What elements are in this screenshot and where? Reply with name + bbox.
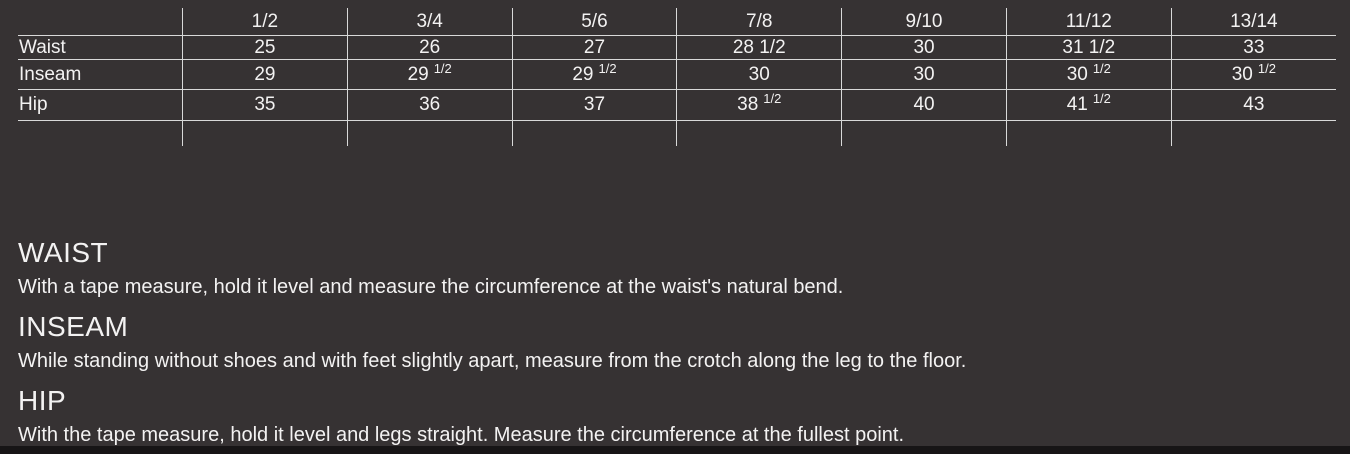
column-header-5-6: 5/6 bbox=[512, 8, 677, 36]
cell-value: 27 bbox=[583, 36, 606, 58]
cell-value: 26 bbox=[419, 36, 441, 58]
cell-value: 30 bbox=[913, 36, 935, 58]
empty-cell bbox=[183, 121, 348, 147]
empty-cell bbox=[512, 121, 677, 147]
cell-fraction: 1/2 bbox=[763, 91, 782, 106]
cell-value: 29 bbox=[572, 63, 594, 85]
corner-cell bbox=[18, 8, 183, 36]
instruction-text-hip: With the tape measure, hold it level and legs straight. Measure the circumference at the fullest point. bbox=[18, 424, 905, 446]
table-cell-waist-3-4 bbox=[347, 36, 512, 60]
column-header-7-8: 7/8 bbox=[677, 8, 842, 36]
table-cell-waist-5-6 bbox=[512, 36, 677, 60]
table-cell-waist-11-12 bbox=[1006, 36, 1171, 60]
row-label-waist: Waist bbox=[18, 36, 183, 60]
table-cell-hip-13-14 bbox=[1171, 90, 1336, 121]
empty-cell bbox=[18, 121, 183, 147]
table-cell-inseam-11-12 bbox=[1006, 60, 1171, 90]
cell-value: 30 bbox=[913, 63, 935, 85]
table-cell-waist-9-10 bbox=[842, 36, 1007, 60]
bottom-edge-strip bbox=[0, 446, 1350, 454]
table-cell-waist-1-2 bbox=[183, 36, 348, 60]
empty-cell bbox=[347, 121, 512, 147]
instruction-heading-inseam: INSEAM bbox=[18, 311, 129, 342]
cell-fraction: 1/2 bbox=[598, 60, 617, 76]
size-table bbox=[18, 8, 1336, 146]
table-cell-hip-9-10 bbox=[842, 90, 1007, 121]
empty-cell bbox=[1171, 121, 1336, 147]
measurement-instructions bbox=[18, 236, 1332, 454]
cell-value: 41 bbox=[1066, 94, 1088, 115]
cell-value: 33 bbox=[1243, 36, 1265, 58]
table-cell-hip-7-8 bbox=[677, 90, 842, 121]
table-cell-waist-7-8 bbox=[677, 36, 842, 60]
table-cell-inseam-7-8 bbox=[677, 60, 842, 90]
cell-value: 30 bbox=[748, 63, 770, 85]
table-header-row bbox=[18, 8, 1336, 36]
cell-value: 31 1/2 bbox=[1062, 36, 1116, 58]
table-cell-inseam-3-4 bbox=[347, 60, 512, 90]
table-cell-inseam-5-6 bbox=[512, 60, 677, 90]
cell-fraction: 1/2 bbox=[1092, 60, 1111, 76]
instruction-text-waist: With a tape measure, hold it level and measure the circumference at the waist's natural bend. bbox=[18, 276, 844, 298]
column-header-1-2: 1/2 bbox=[183, 8, 348, 36]
empty-cell bbox=[677, 121, 842, 147]
column-header-3-4: 3/4 bbox=[347, 8, 512, 36]
table-cell-hip-5-6 bbox=[512, 90, 677, 121]
table-cell-inseam-1-2 bbox=[183, 60, 348, 90]
table-row-hip bbox=[18, 90, 1336, 121]
table-empty-row bbox=[18, 121, 1336, 147]
table-row-waist bbox=[18, 36, 1336, 60]
cell-value: 43 bbox=[1243, 94, 1265, 115]
table-cell-inseam-13-14 bbox=[1171, 60, 1336, 90]
row-label-inseam: Inseam bbox=[18, 60, 183, 90]
instruction-heading-hip: HIP bbox=[18, 385, 67, 416]
cell-fraction: 1/2 bbox=[1257, 60, 1276, 76]
cell-value: 30 bbox=[1231, 63, 1253, 85]
cell-value: 29 bbox=[254, 63, 276, 85]
cell-value: 38 bbox=[737, 94, 759, 115]
column-header-9-10: 9/10 bbox=[842, 8, 1007, 36]
empty-cell bbox=[1006, 121, 1171, 147]
instruction-text-inseam: While standing without shoes and with feet slightly apart, measure from the crotch along the leg to the floor. bbox=[18, 350, 967, 372]
table-cell-hip-3-4 bbox=[347, 90, 512, 121]
cell-value: 36 bbox=[419, 94, 441, 115]
instruction-section-waist bbox=[18, 236, 1332, 300]
table-row-inseam bbox=[18, 60, 1336, 90]
cell-fraction: 1/2 bbox=[1092, 91, 1111, 106]
table-cell-hip-1-2 bbox=[183, 90, 348, 121]
empty-cell bbox=[842, 121, 1007, 147]
cell-value: 28 1/2 bbox=[732, 36, 786, 58]
cell-fraction: 1/2 bbox=[433, 60, 452, 76]
cell-value: 29 bbox=[407, 63, 429, 85]
size-table-body bbox=[18, 8, 1336, 146]
cell-value: 35 bbox=[254, 94, 276, 115]
cell-value: 37 bbox=[583, 94, 606, 115]
table-cell-inseam-9-10 bbox=[842, 60, 1007, 90]
row-label-hip: Hip bbox=[18, 90, 183, 121]
cell-value: 30 bbox=[1066, 63, 1088, 85]
column-header-11-12: 11/12 bbox=[1006, 8, 1171, 36]
instruction-heading-waist: WAIST bbox=[18, 237, 109, 268]
column-header-13-14: 13/14 bbox=[1171, 8, 1336, 36]
cell-value: 25 bbox=[254, 36, 276, 58]
table-cell-waist-13-14 bbox=[1171, 36, 1336, 60]
cell-value: 40 bbox=[913, 94, 935, 115]
table-cell-hip-11-12 bbox=[1006, 90, 1171, 121]
instruction-section-inseam bbox=[18, 310, 1332, 374]
instruction-section-hip bbox=[18, 384, 1332, 448]
